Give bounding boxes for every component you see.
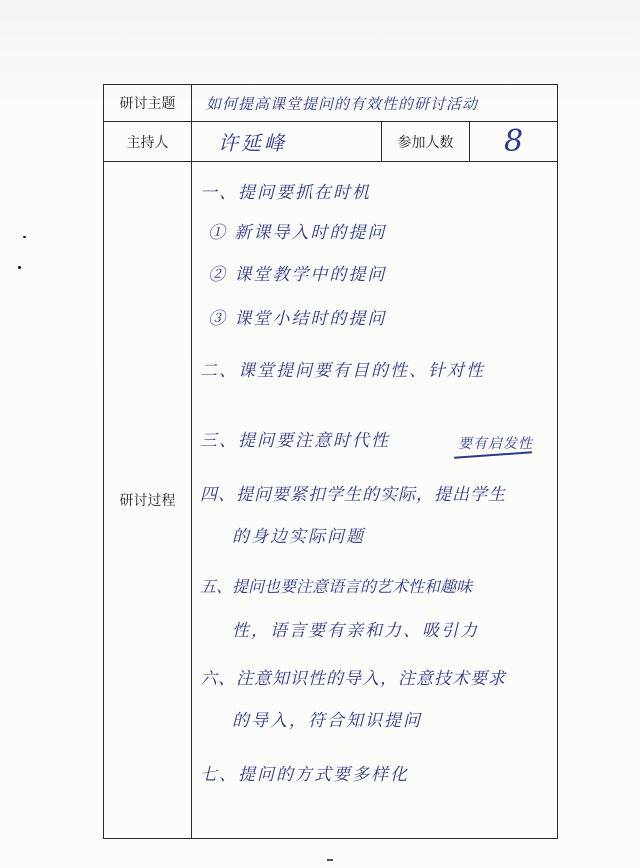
process-line: ② 课堂教学中的提问 — [208, 265, 387, 285]
process-line: 性，语言要有亲和力、吸引力 — [232, 621, 479, 641]
scan-speck — [18, 266, 21, 269]
process-line: 的身边实际问题 — [232, 527, 365, 547]
process-line: 的导入，符合知识提问 — [232, 711, 422, 731]
process-line: 四、提问要紧扣学生的实际，提出学生 — [200, 485, 506, 505]
host-value-cell — [192, 122, 382, 162]
topic-label: 研讨主题 — [104, 85, 192, 122]
process-line: 六、注意知识性的导入，注意技术要求 — [200, 669, 506, 689]
process-insert-note: 要有启发性 — [458, 436, 533, 452]
count-label: 参加人数 — [382, 122, 470, 162]
topic-row — [104, 85, 558, 122]
process-line: ③ 课堂小结时的提问 — [208, 309, 387, 329]
topic-value-cell — [192, 85, 558, 122]
process-line: 二、课堂提问要有目的性、针对性 — [200, 361, 485, 381]
count-value: 8 — [470, 122, 558, 162]
seminar-record-form — [103, 84, 558, 839]
topic-value: 如何提高课堂提问的有效性的研讨活动 — [206, 94, 479, 113]
page-mark — [327, 859, 333, 861]
scan-speck — [23, 236, 26, 238]
process-line: ① 新课导入时的提问 — [208, 223, 387, 243]
process-row — [104, 162, 558, 839]
process-line: 五、提问也要注意语言的艺术性和趣味 — [200, 577, 473, 596]
process-line: 三、提问要注意时代性 — [200, 431, 390, 451]
host-value: 许延峰 — [218, 131, 287, 155]
host-label: 主持人 — [104, 122, 192, 162]
host-row — [104, 122, 558, 162]
process-line: 七、提问的方式要多样化 — [200, 765, 409, 785]
process-label: 研讨过程 — [104, 162, 192, 839]
process-line: 一、提问要抓在时机 — [200, 183, 371, 203]
process-content — [192, 162, 558, 839]
